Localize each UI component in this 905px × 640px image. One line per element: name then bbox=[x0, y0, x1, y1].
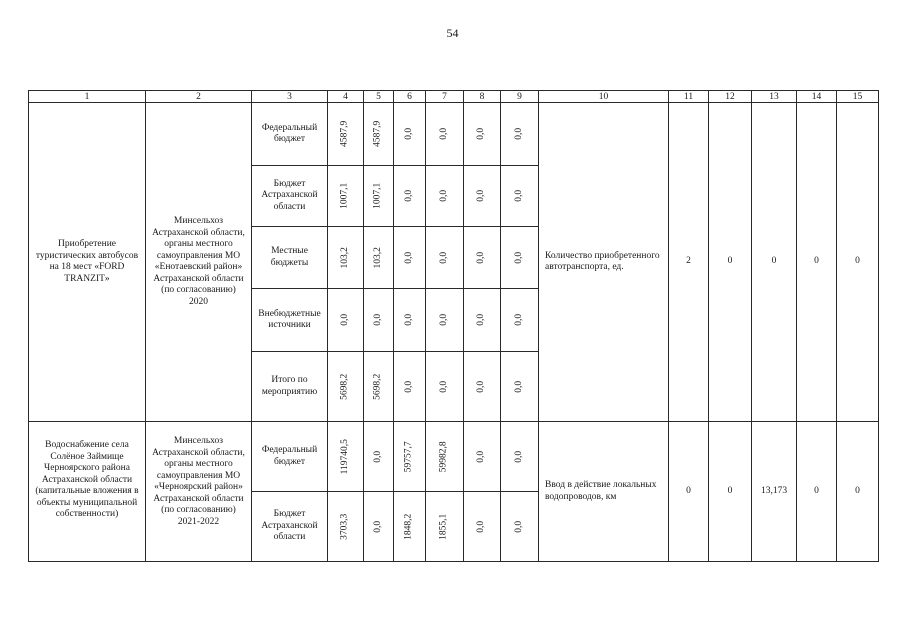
header-cell: 9 bbox=[501, 91, 539, 103]
amount: 59757,7 bbox=[403, 441, 414, 472]
indicator: Ввод в действие локальных водопроводов, км bbox=[539, 422, 669, 562]
amount: 5698,2 bbox=[372, 373, 383, 400]
amount: 1848,2 bbox=[403, 513, 414, 540]
header-cell: 15 bbox=[837, 91, 879, 103]
program-table bbox=[28, 90, 879, 562]
amount: 0,0 bbox=[513, 251, 524, 264]
page-number: 54 bbox=[446, 26, 459, 40]
amount: 0,0 bbox=[372, 520, 383, 533]
header-cell: 7 bbox=[426, 91, 464, 103]
amount: 0,0 bbox=[476, 190, 487, 202]
amount: 4587,9 bbox=[372, 120, 383, 148]
amount: 0,0 bbox=[476, 450, 487, 463]
amount: 1007,1 bbox=[339, 182, 350, 210]
amount: 0,0 bbox=[403, 380, 414, 393]
amount: 0,0 bbox=[403, 190, 414, 202]
funding-source: Федеральный бюджет bbox=[252, 103, 328, 166]
amount: 0,0 bbox=[513, 450, 524, 463]
header-cell: 12 bbox=[709, 91, 752, 103]
header-cell: 5 bbox=[364, 91, 394, 103]
header-cell: 4 bbox=[328, 91, 364, 103]
header-cell: 2 bbox=[146, 91, 252, 103]
target-value: 13,173 bbox=[752, 422, 797, 562]
table-row bbox=[29, 422, 879, 492]
target-value: 0 bbox=[797, 103, 837, 422]
amount: 119740,5 bbox=[339, 438, 350, 475]
target-value: 0 bbox=[709, 422, 752, 562]
indicator: Количество приобретенного автотранспорта, ед. bbox=[539, 103, 669, 422]
target-value: 0 bbox=[752, 103, 797, 422]
amount: 0,0 bbox=[513, 128, 524, 140]
amount: 0,0 bbox=[438, 380, 449, 393]
funding-source: Местные бюджеты bbox=[252, 227, 328, 289]
target-value: 0 bbox=[709, 103, 752, 422]
executor: Минсельхоз Астраханской области, органы местного самоуправления МО «Черноярский район» Астраханской области (по согласованию) 2021-2022 bbox=[146, 422, 252, 562]
amount: 0,0 bbox=[372, 314, 383, 326]
amount: 0,0 bbox=[438, 251, 449, 264]
header-cell: 13 bbox=[752, 91, 797, 103]
header-cell: 11 bbox=[669, 91, 709, 103]
amount: 4587,9 bbox=[339, 120, 350, 148]
funding-source: Бюджет Астраханской области bbox=[252, 166, 328, 227]
amount: 103,2 bbox=[339, 246, 350, 269]
amount: 1007,1 bbox=[372, 182, 383, 210]
amount: 3703,3 bbox=[339, 513, 350, 540]
amount: 0,0 bbox=[476, 314, 487, 326]
amount: 0,0 bbox=[438, 190, 449, 202]
header-cell: 3 bbox=[252, 91, 328, 103]
activity-name: Водоснабжение села Солёное Займище Черноярского района Астраханской области (капитальные вложения в объекты муниципальной собственности) bbox=[29, 422, 146, 562]
header-row bbox=[29, 91, 879, 103]
amount: 0,0 bbox=[438, 128, 449, 140]
header-cell: 14 bbox=[797, 91, 837, 103]
target-value: 0 bbox=[837, 422, 879, 562]
amount: 0,0 bbox=[403, 314, 414, 326]
funding-source: Бюджет Астраханской области bbox=[252, 492, 328, 562]
header-cell: 6 bbox=[394, 91, 426, 103]
amount: 0,0 bbox=[339, 314, 350, 326]
amount: 0,0 bbox=[372, 450, 383, 463]
amount: 59982,8 bbox=[438, 441, 449, 472]
target-value: 2 bbox=[669, 103, 709, 422]
funding-source: Внебюджетные источники bbox=[252, 289, 328, 352]
target-value: 0 bbox=[669, 422, 709, 562]
amount: 5698,2 bbox=[339, 373, 350, 400]
target-value: 0 bbox=[837, 103, 879, 422]
target-value: 0 bbox=[797, 422, 837, 562]
header-cell: 10 bbox=[539, 91, 669, 103]
amount: 0,0 bbox=[476, 251, 487, 264]
amount: 0,0 bbox=[403, 128, 414, 140]
amount: 0,0 bbox=[438, 314, 449, 326]
table-row bbox=[29, 103, 879, 166]
amount: 0,0 bbox=[403, 251, 414, 264]
funding-source: Итого по мероприятию bbox=[252, 352, 328, 422]
amount: 0,0 bbox=[476, 380, 487, 393]
amount: 1855,1 bbox=[438, 513, 449, 540]
amount: 0,0 bbox=[513, 520, 524, 533]
header-cell: 1 bbox=[29, 91, 146, 103]
amount: 103,2 bbox=[372, 246, 383, 269]
amount: 0,0 bbox=[476, 128, 487, 140]
amount: 0,0 bbox=[513, 380, 524, 393]
amount: 0,0 bbox=[513, 314, 524, 326]
funding-source: Федеральный бюджет bbox=[252, 422, 328, 492]
header-cell: 8 bbox=[464, 91, 501, 103]
executor: Минсельхоз Астраханской области, органы местного самоуправления МО «Енотаевский район» Астраханской области (по согласованию) 2020 bbox=[146, 103, 252, 422]
amount: 0,0 bbox=[513, 190, 524, 202]
activity-name: Приобретение туристических автобусов на 18 мест «FORD TRANZIT» bbox=[29, 103, 146, 422]
amount: 0,0 bbox=[476, 520, 487, 533]
